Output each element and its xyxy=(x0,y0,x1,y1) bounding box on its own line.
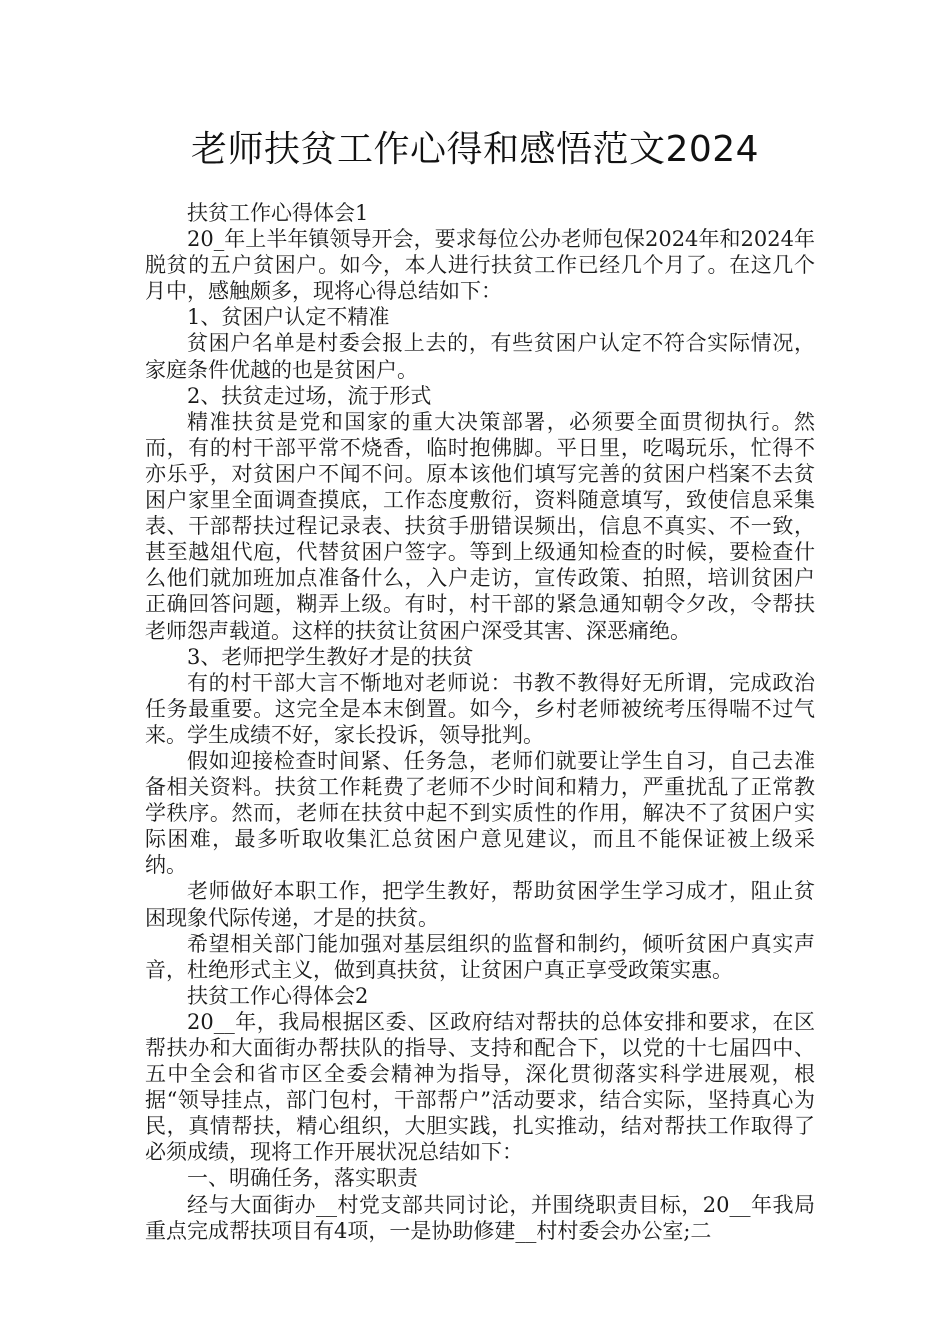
section-heading: 扶贫工作心得体会2 xyxy=(187,983,369,1008)
subheading: 1、贫困户认定不精准 xyxy=(187,305,390,330)
paragraph: 经与大面街办__村党支部共同讨论，并围绕职责目标，20__年我局重点完成帮扶项目有4项，一是协助修建__村村委会办公室;二 xyxy=(145,1192,815,1243)
paragraph: 精准扶贫是党和国家的重大决策部署，必须要全面贯彻执行。然而，有的村干部平常不烧香，临时抱佛脚。平日里，吃喝玩乐，忙得不亦乐乎，对贫困户不闻不问。原本该他们填写完善的贫困户档案不去贫困户家里全面调查摸底，工作态度敷衍，资料随意填写，致使信息采集表、干部帮扶过程记录表、扶贫手册错误频出，信息不真实、不一致，甚至越俎代庖，代替贫困户签字。等到上级通知检查的时候，要检查什么他们就加班加点准备什么，入户走访，宣传政策、拍照，培训贫困户正确回答问题，糊弄上级。有时，村干部的紧急通知朝令夕改，令帮扶老师怨声载道。这样的扶贫让贫困户深受其害、深恶痛绝。 xyxy=(145,409,815,643)
section-heading: 扶贫工作心得体会1 xyxy=(187,201,369,225)
document-body xyxy=(145,200,815,1244)
subheading: 一、明确任务，落实职责 xyxy=(187,1166,418,1191)
paragraph: 假如迎接检查时间紧、任务急，老师们就要让学生自习，自己去准备相关资料。扶贫工作耗费了老师不少时间和精力，严重扰乱了正常教学秩序。然而，老师在扶贫中起不到实质性的作用，解决不了贫困户实际困难，最多听取收集汇总贫困户意见建议，而且不能保证被上级采纳。 xyxy=(145,748,815,878)
subheading: 3、老师把学生教好才是的扶贫 xyxy=(187,644,474,669)
subheading: 2、扶贫走过场，流于形式 xyxy=(187,383,432,408)
paragraph: 20__年，我局根据区委、区政府结对帮扶的总体安排和要求，在区帮扶办和大面街办帮扶队的指导、支持和配合下，以党的十七届四中、五中全会和省市区全委会精神为指导，深化贯彻落实科学进展观，根据“领导挂点，部门包村，干部帮户”活动要求，结合实际，坚持真心为民，真情帮扶，精心组织，大胆实践，扎实推动，结对帮扶工作取得了必须成绩，现将工作开展状况总结如下： xyxy=(145,1009,815,1165)
paragraph: 老师做好本职工作，把学生教好，帮助贫困学生学习成才，阻止贫困现象代际传递，才是的扶贫。 xyxy=(145,879,815,930)
paragraph: 贫困户名单是村委会报上去的，有些贫困户认定不符合实际情况，家庭条件优越的也是贫困户。 xyxy=(145,331,815,382)
document-title: 老师扶贫工作心得和感悟范文2024 xyxy=(190,129,760,170)
paragraph: 希望相关部门能加强对基层组织的监督和制约，倾听贫困户真实声音，杜绝形式主义，做到真扶贫，让贫困户真正享受政策实惠。 xyxy=(145,931,815,982)
paragraph: 有的村干部大言不惭地对老师说：书教不教得好无所谓，完成政治任务最重要。这完全是本末倒置。如今，乡村老师被统考压得喘不过气来。学生成绩不好，家长投诉，领导批判。 xyxy=(145,670,815,747)
paragraph: 20_年上半年镇领导开会，要求每位公办老师包保2024年和2024年脱贫的五户贫困户。如今，本人进行扶贫工作已经几个月了。在这几个月中，感触颇多，现将心得总结如下： xyxy=(145,227,815,304)
